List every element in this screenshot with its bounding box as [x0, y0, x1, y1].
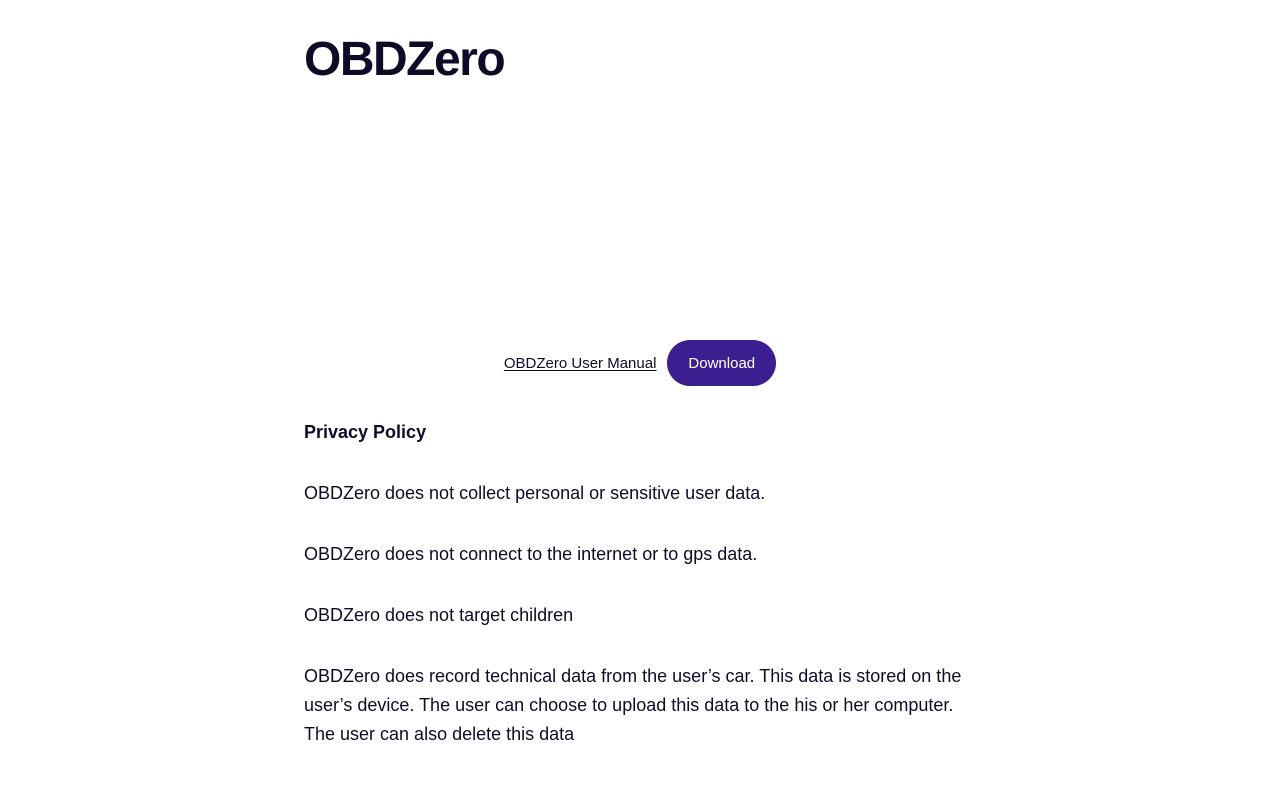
privacy-paragraph: OBDZero does not connect to the internet or to gps data. [304, 544, 758, 564]
privacy-paragraph: OBDZero does not target children [304, 605, 574, 625]
privacy-paragraph: OBDZero does not collect personal or sensitive user data. [304, 483, 766, 503]
download-button[interactable]: Download [667, 340, 776, 386]
privacy-paragraph: OBDZero does record technical data from the user’s car. This data is stored on the user’s device. The user can choose to upload this data to the his or her computer. The user can also delete this data [304, 666, 962, 744]
actions-row [0, 340, 1280, 386]
privacy-policy-heading: Privacy Policy [304, 422, 427, 442]
user-manual-link[interactable]: OBDZero User Manual [503, 354, 657, 372]
site-title[interactable]: OBDZero [304, 33, 505, 86]
privacy-policy-section [304, 418, 964, 781]
